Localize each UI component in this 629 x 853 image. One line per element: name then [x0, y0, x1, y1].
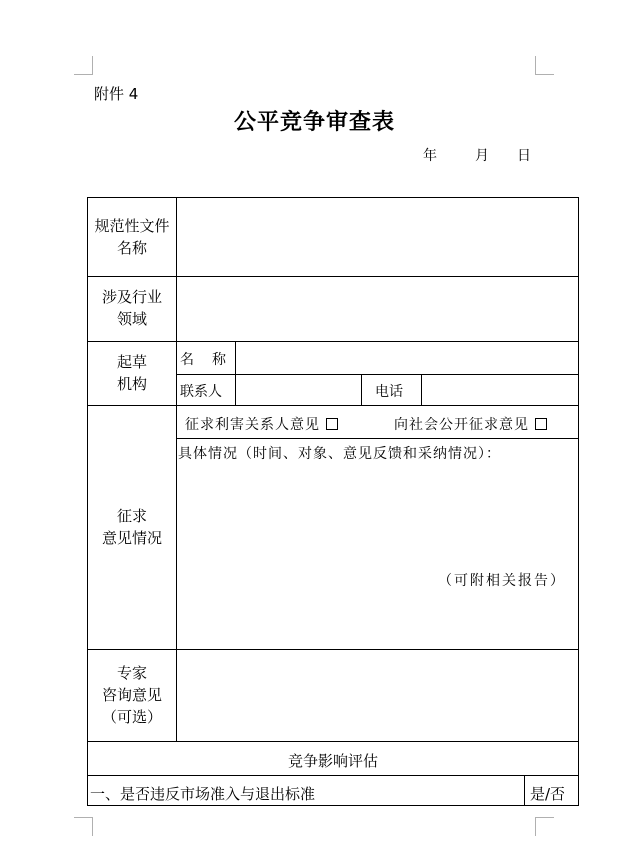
row-divider	[88, 341, 578, 342]
crop-mark-top-right	[535, 56, 554, 75]
column-divider	[524, 775, 525, 805]
row-divider	[88, 405, 578, 406]
page-title: 公平竞争审查表	[233, 109, 395, 135]
drafter-label: 起草 机构	[116, 353, 147, 393]
industry-label: 涉及行业 领域	[101, 288, 162, 328]
drafter-name-label: 名 称	[180, 352, 228, 368]
date-month: 月	[475, 148, 489, 164]
expert-label: 专家 咨询意见 （可选）	[101, 664, 162, 726]
criterion-1: 一、是否违反市场准入与退出标准	[90, 785, 316, 803]
column-divider	[361, 374, 362, 405]
date-day: 日	[517, 148, 531, 164]
crop-mark-bottom-right	[535, 817, 554, 836]
row-divider	[176, 374, 578, 375]
column-divider	[176, 198, 177, 741]
public-checkbox[interactable]	[535, 418, 547, 430]
assessment-header: 竞争影响评估	[287, 752, 378, 770]
public-opinion-option[interactable]: 向社会公开征求意见	[394, 414, 547, 434]
contact-label: 联系人	[180, 384, 222, 400]
phone-label: 电话	[375, 384, 403, 400]
review-form-table	[87, 197, 579, 806]
row-divider	[88, 775, 578, 776]
details-text: 具体情况（时间、对象、意见反馈和采纳情况）：	[178, 446, 501, 462]
attachment-label: 附件 4	[94, 85, 139, 103]
crop-mark-top-left	[74, 56, 93, 75]
column-divider	[235, 341, 236, 405]
stakeholder-checkbox[interactable]	[326, 418, 338, 430]
row-divider	[88, 276, 578, 277]
row-divider	[88, 741, 578, 742]
row-divider	[88, 649, 578, 650]
yes-no-label: 是/否	[530, 785, 566, 803]
date-year: 年	[423, 148, 437, 164]
doc-name-label: 规范性文件 名称	[94, 217, 170, 257]
opinion-label: 征求 意见情况	[101, 507, 162, 547]
report-note: （可附相关报告）	[438, 573, 566, 589]
column-divider	[421, 374, 422, 405]
stakeholder-opinion-option[interactable]: 征求利害关系人意见	[185, 414, 338, 434]
row-divider	[176, 438, 578, 439]
crop-mark-bottom-left	[74, 817, 93, 836]
